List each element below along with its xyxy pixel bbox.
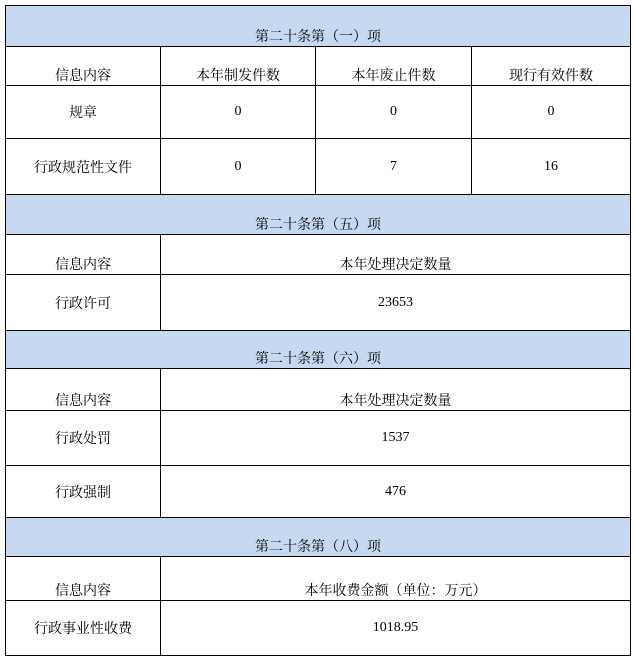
table-row bbox=[6, 139, 631, 195]
row-label: 规章 bbox=[6, 86, 161, 139]
report-table bbox=[5, 5, 631, 656]
section-4-col-header-fees: 本年收费金额（单位：万元） bbox=[161, 557, 631, 601]
cell-value: 16 bbox=[472, 139, 631, 195]
row-label: 行政处罚 bbox=[6, 411, 161, 466]
cell-value: 0 bbox=[161, 86, 316, 139]
cell-value: 0 bbox=[472, 86, 631, 139]
section-4-header-row bbox=[6, 557, 631, 601]
table-row bbox=[6, 601, 631, 656]
section-1-col-header-effective: 现行有效件数 bbox=[472, 47, 631, 86]
row-label: 行政许可 bbox=[6, 275, 161, 331]
section-2-title: 第二十条第（五）项 bbox=[6, 195, 631, 235]
table-row bbox=[6, 466, 631, 518]
cell-value: 23653 bbox=[161, 275, 631, 331]
section-3-title: 第二十条第（六）项 bbox=[6, 331, 631, 369]
section-1-col-header-repealed: 本年废止件数 bbox=[316, 47, 472, 86]
cell-value: 1018.95 bbox=[161, 601, 631, 656]
cell-value: 1537 bbox=[161, 411, 631, 466]
row-label: 行政规范性文件 bbox=[6, 139, 161, 195]
cell-value: 476 bbox=[161, 466, 631, 518]
cell-value: 0 bbox=[161, 139, 316, 195]
section-2-header-row bbox=[6, 235, 631, 275]
section-1-band-row bbox=[6, 6, 631, 47]
section-4-band-row bbox=[6, 518, 631, 557]
section-1-header-row bbox=[6, 47, 631, 86]
table-row bbox=[6, 411, 631, 466]
section-3-col-header-decisions: 本年处理决定数量 bbox=[161, 369, 631, 411]
cell-value: 0 bbox=[316, 86, 472, 139]
cell-value: 7 bbox=[316, 139, 472, 195]
table-row bbox=[6, 275, 631, 331]
section-3-col-header-info: 信息内容 bbox=[6, 369, 161, 411]
table-row bbox=[6, 86, 631, 139]
section-1-col-header-info: 信息内容 bbox=[6, 47, 161, 86]
section-2-band-row bbox=[6, 195, 631, 235]
section-4-col-header-info: 信息内容 bbox=[6, 557, 161, 601]
section-4-title: 第二十条第（八）项 bbox=[6, 518, 631, 557]
section-2-col-header-info: 信息内容 bbox=[6, 235, 161, 275]
section-1-col-header-issued: 本年制发件数 bbox=[161, 47, 316, 86]
section-2-col-header-decisions: 本年处理决定数量 bbox=[161, 235, 631, 275]
section-3-band-row bbox=[6, 331, 631, 369]
row-label: 行政强制 bbox=[6, 466, 161, 518]
section-3-header-row bbox=[6, 369, 631, 411]
row-label: 行政事业性收费 bbox=[6, 601, 161, 656]
section-1-title: 第二十条第（一）项 bbox=[6, 6, 631, 47]
